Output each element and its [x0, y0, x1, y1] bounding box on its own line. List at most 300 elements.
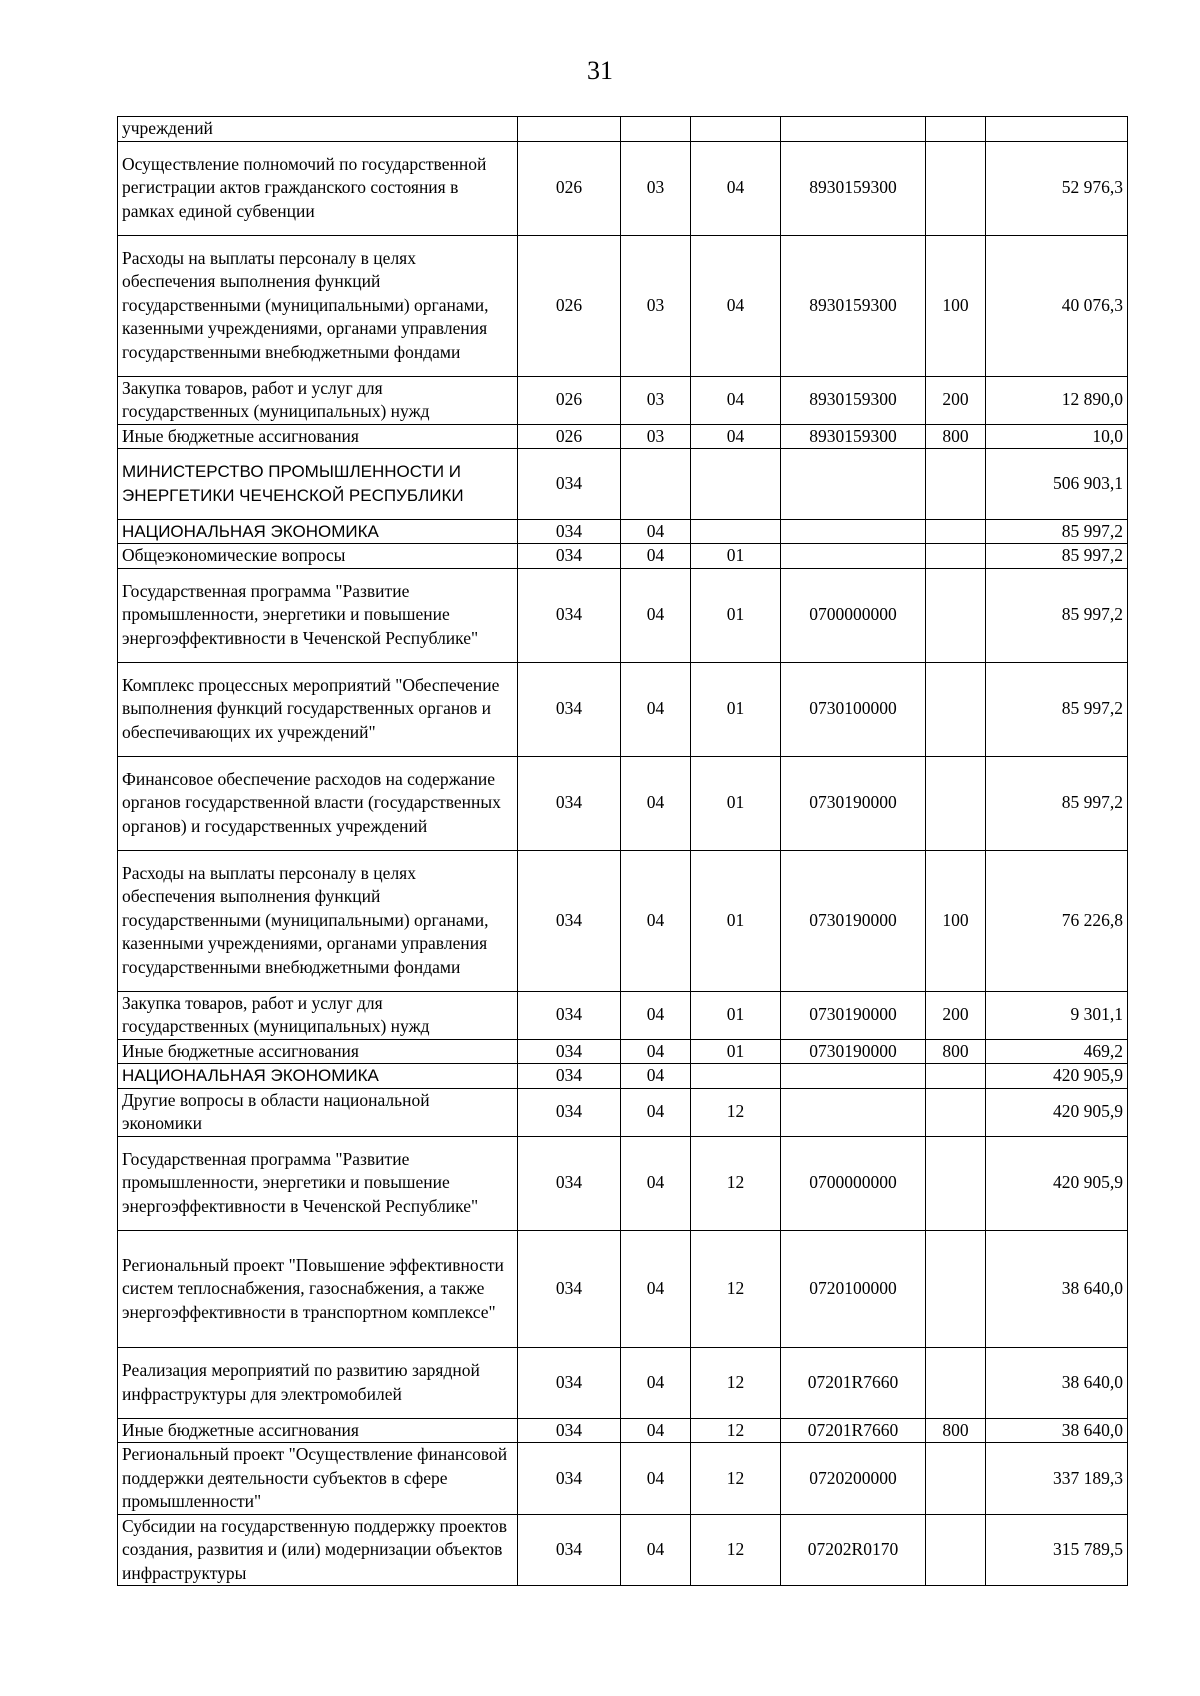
cell-sum-text: 38 640,0	[1061, 1278, 1123, 1298]
cell-name	[118, 449, 518, 520]
cell-sum	[986, 1230, 1128, 1348]
cell-sum	[986, 376, 1128, 424]
cell-pr-text: 01	[726, 604, 745, 625]
cell-name-text: Закупка товаров, работ и услуг для государственных (муниципальных) нужд	[122, 377, 430, 421]
cell-pr-text: 12	[726, 1419, 745, 1440]
cell-ved-text: 026	[555, 389, 583, 410]
cell-pr	[691, 141, 781, 235]
cell-csr-text: 0700000000	[809, 1172, 897, 1193]
cell-pr-text: 12	[726, 1372, 745, 1392]
cell-vr	[926, 1230, 986, 1348]
cell-name	[118, 568, 518, 662]
cell-rz	[621, 850, 691, 991]
cell-sum	[986, 756, 1128, 850]
cell-ved-text: 034	[555, 1004, 583, 1025]
cell-sum	[986, 1514, 1128, 1586]
cell-name-text: НАЦИОНАЛЬНАЯ ЭКОНОМИКА	[122, 521, 379, 541]
cell-sum	[986, 1136, 1128, 1230]
table-row	[118, 117, 1128, 142]
table-row	[118, 1064, 1128, 1089]
cell-pr-text: 01	[726, 792, 745, 813]
cell-rz	[621, 544, 691, 569]
cell-rz-text: 04	[646, 909, 665, 930]
cell-vr-text: 800	[942, 1040, 969, 1061]
cell-pr	[691, 519, 781, 544]
cell-rz	[621, 424, 691, 449]
cell-sum	[986, 850, 1128, 991]
cell-ved	[518, 519, 621, 544]
cell-pr	[691, 235, 781, 376]
cell-name-text: Иные бюджетные ассигнования	[122, 1419, 359, 1440]
cell-csr-text: 8930159300	[809, 389, 897, 410]
cell-sum-text: 38 640,0	[1061, 1419, 1123, 1440]
cell-rz	[621, 376, 691, 424]
cell-pr	[691, 1039, 781, 1064]
cell-pr	[691, 1088, 781, 1136]
cell-csr	[781, 1230, 926, 1348]
cell-rz-text: 04	[646, 1278, 665, 1298]
cell-vr	[926, 424, 986, 449]
cell-name	[118, 1443, 518, 1515]
cell-rz	[621, 1136, 691, 1230]
cell-csr	[781, 449, 926, 520]
cell-pr	[691, 1443, 781, 1515]
budget-table	[117, 116, 1128, 1586]
cell-csr	[781, 756, 926, 850]
cell-pr	[691, 1230, 781, 1348]
cell-csr	[781, 662, 926, 756]
cell-csr-text: 0730190000	[809, 909, 897, 930]
cell-csr-text: 0730190000	[809, 1004, 897, 1025]
cell-csr	[781, 850, 926, 991]
cell-csr-text: 07201R7660	[807, 1419, 899, 1440]
cell-rz-text: 04	[646, 1467, 665, 1488]
cell-pr	[691, 662, 781, 756]
table-row	[118, 756, 1128, 850]
cell-vr	[926, 568, 986, 662]
cell-csr	[781, 568, 926, 662]
cell-sum-text: 38 640,0	[1061, 1372, 1123, 1392]
cell-name	[118, 544, 518, 569]
cell-rz-text: 03	[646, 177, 665, 198]
cell-sum-text: 85 997,2	[1061, 604, 1123, 625]
cell-pr-text: 12	[726, 1101, 745, 1122]
cell-vr-text: 800	[942, 1419, 969, 1440]
cell-vr	[926, 662, 986, 756]
cell-sum-text: 506 903,1	[1053, 473, 1123, 493]
cell-rz-text: 04	[646, 1101, 665, 1122]
cell-ved	[518, 568, 621, 662]
cell-sum-text: 85 997,2	[1061, 520, 1123, 541]
cell-csr	[781, 544, 926, 569]
cell-name	[118, 1064, 518, 1089]
cell-csr	[781, 1443, 926, 1515]
table-row	[118, 850, 1128, 991]
table-row	[118, 991, 1128, 1039]
cell-sum-text: 9 301,1	[1070, 1004, 1123, 1025]
cell-pr	[691, 424, 781, 449]
cell-vr	[926, 756, 986, 850]
cell-name-text: Региональный проект "Повышение эффективности систем теплоснабжения, газоснабжения, а также энергоэффективности в транспортном комплексе"	[122, 1254, 504, 1322]
table-row	[118, 1348, 1128, 1419]
table-row	[118, 544, 1128, 569]
cell-ved-text: 034	[555, 792, 583, 813]
cell-pr-text: 12	[726, 1278, 745, 1298]
cell-ved	[518, 117, 621, 142]
cell-ved	[518, 1514, 621, 1586]
cell-vr	[926, 1348, 986, 1419]
cell-pr	[691, 1064, 781, 1089]
cell-rz-text: 04	[646, 698, 665, 719]
cell-sum-text: 52 976,3	[1061, 177, 1123, 198]
cell-csr-text: 0730190000	[809, 792, 897, 813]
cell-sum-text: 40 076,3	[1061, 294, 1123, 315]
cell-pr-text: 04	[726, 294, 745, 315]
cell-pr-text: 12	[726, 1172, 745, 1193]
cell-csr	[781, 235, 926, 376]
cell-pr-text: 01	[726, 698, 745, 719]
cell-ved	[518, 991, 621, 1039]
cell-rz-text: 04	[646, 1065, 665, 1085]
cell-rz	[621, 1088, 691, 1136]
cell-ved	[518, 662, 621, 756]
cell-sum-text: 85 997,2	[1061, 698, 1123, 719]
cell-csr	[781, 1039, 926, 1064]
cell-sum	[986, 1348, 1128, 1419]
cell-rz	[621, 1064, 691, 1089]
table-row	[118, 235, 1128, 376]
cell-vr-text: 200	[942, 389, 969, 410]
cell-vr	[926, 1039, 986, 1064]
cell-pr	[691, 544, 781, 569]
cell-csr-text: 0700000000	[809, 604, 897, 625]
cell-pr-text: 12	[726, 1539, 745, 1559]
cell-ved	[518, 544, 621, 569]
table-row	[118, 1443, 1128, 1515]
cell-sum	[986, 1064, 1128, 1089]
cell-ved	[518, 756, 621, 850]
cell-name-text: Субсидии на государственную поддержку проектов создания, развития и (или) модернизации объектов инфраструктуры	[122, 1515, 508, 1583]
cell-pr-text: 01	[726, 909, 745, 930]
cell-name	[118, 235, 518, 376]
cell-ved-text: 034	[555, 698, 583, 719]
cell-pr	[691, 1418, 781, 1443]
cell-csr-text: 0730190000	[809, 1040, 897, 1061]
cell-ved	[518, 1348, 621, 1419]
table-row	[118, 1136, 1128, 1230]
cell-ved-text: 034	[555, 1372, 583, 1392]
cell-csr	[781, 117, 926, 142]
cell-pr-text: 12	[726, 1467, 745, 1488]
cell-name	[118, 662, 518, 756]
table-row	[118, 1230, 1128, 1348]
cell-ved-text: 034	[555, 1101, 583, 1122]
cell-sum-text: 420 905,9	[1053, 1101, 1123, 1122]
cell-pr	[691, 1136, 781, 1230]
cell-sum-text: 85 997,2	[1061, 792, 1123, 813]
cell-sum-text: 337 189,3	[1053, 1467, 1123, 1488]
cell-rz-text: 04	[646, 604, 665, 625]
cell-name-text: Государственная программа "Развитие промышленности, энергетики и повышение энергоэффективности в Чеченской Республике"	[122, 580, 479, 648]
cell-vr	[926, 1064, 986, 1089]
cell-ved	[518, 1418, 621, 1443]
cell-sum	[986, 991, 1128, 1039]
cell-pr	[691, 1514, 781, 1586]
cell-vr	[926, 850, 986, 991]
cell-rz-text: 04	[646, 1539, 665, 1559]
cell-name-text: Региональный проект "Осуществление финансовой поддержки деятельности субъектов в сфере промышленности"	[122, 1444, 508, 1511]
cell-pr	[691, 376, 781, 424]
cell-name	[118, 850, 518, 991]
cell-ved-text: 034	[555, 545, 583, 565]
cell-csr	[781, 1136, 926, 1230]
table-row	[118, 1418, 1128, 1443]
cell-name-text: учреждений	[122, 118, 213, 138]
cell-vr	[926, 1418, 986, 1443]
cell-rz-text: 03	[646, 294, 665, 315]
cell-rz	[621, 519, 691, 544]
cell-rz-text: 04	[646, 1372, 665, 1392]
cell-csr-text: 0730100000	[809, 698, 897, 719]
table-row	[118, 1514, 1128, 1586]
table-row	[118, 424, 1128, 449]
cell-rz-text: 04	[646, 1004, 665, 1025]
cell-vr-text: 100	[942, 909, 969, 930]
cell-rz-text: 03	[646, 389, 665, 410]
cell-pr-text: 04	[726, 425, 745, 446]
cell-csr-text: 0720100000	[809, 1278, 897, 1298]
cell-vr	[926, 544, 986, 569]
cell-sum-text: 315 789,5	[1053, 1539, 1123, 1559]
cell-name	[118, 1039, 518, 1064]
cell-vr	[926, 117, 986, 142]
cell-sum	[986, 1088, 1128, 1136]
cell-rz-text: 04	[646, 545, 665, 565]
cell-sum	[986, 662, 1128, 756]
cell-sum	[986, 1039, 1128, 1064]
cell-ved-text: 034	[555, 1539, 583, 1559]
cell-sum-text: 420 905,9	[1053, 1172, 1123, 1193]
cell-sum-text: 85 997,2	[1061, 545, 1123, 565]
table-row	[118, 568, 1128, 662]
cell-name	[118, 1088, 518, 1136]
cell-pr-text: 01	[726, 1040, 745, 1061]
cell-name	[118, 991, 518, 1039]
cell-pr	[691, 850, 781, 991]
cell-name	[118, 1230, 518, 1348]
cell-name-text: Реализация мероприятий по развитию зарядной инфраструктуры для электромобилей	[122, 1360, 480, 1404]
cell-ved-text: 034	[555, 909, 583, 930]
table-row	[118, 519, 1128, 544]
cell-vr	[926, 141, 986, 235]
cell-ved-text: 026	[555, 294, 583, 315]
cell-name-text: Финансовое обеспечение расходов на содержание органов государственной власти (государственных органов) и государственных учреждений	[122, 768, 501, 836]
cell-sum	[986, 235, 1128, 376]
cell-rz	[621, 756, 691, 850]
cell-name-text: Иные бюджетные ассигнования	[122, 425, 359, 446]
cell-sum	[986, 141, 1128, 235]
cell-sum	[986, 519, 1128, 544]
cell-pr-text: 04	[726, 389, 745, 410]
cell-rz	[621, 141, 691, 235]
cell-rz	[621, 1443, 691, 1515]
cell-csr	[781, 1088, 926, 1136]
cell-csr	[781, 376, 926, 424]
cell-csr	[781, 519, 926, 544]
cell-csr	[781, 424, 926, 449]
cell-ved	[518, 1230, 621, 1348]
cell-pr	[691, 117, 781, 142]
cell-ved	[518, 424, 621, 449]
cell-pr	[691, 756, 781, 850]
cell-ved-text: 026	[555, 425, 583, 446]
cell-rz	[621, 1039, 691, 1064]
cell-rz	[621, 1514, 691, 1586]
cell-name-text: Государственная программа "Развитие промышленности, энергетики и повышение энергоэффективности в Чеченской Республике"	[122, 1148, 479, 1216]
cell-vr	[926, 1136, 986, 1230]
cell-name-text: Расходы на выплаты персоналу в целях обеспечения выполнения функций государственными (муниципальными) органами, казенными учреждениями, органами управления государственными внебюджетными фондами	[122, 247, 489, 362]
cell-ved-text: 026	[555, 177, 583, 198]
cell-name-text: Общеэкономические вопросы	[122, 545, 346, 565]
cell-ved-text: 034	[555, 1172, 583, 1193]
cell-rz-text: 04	[646, 792, 665, 813]
cell-pr-text: 01	[726, 545, 745, 565]
cell-ved-text: 034	[555, 520, 583, 541]
cell-vr	[926, 991, 986, 1039]
cell-vr-text: 800	[942, 425, 969, 446]
cell-vr	[926, 235, 986, 376]
cell-vr	[926, 449, 986, 520]
cell-vr	[926, 1088, 986, 1136]
table-row	[118, 662, 1128, 756]
cell-ved	[518, 1039, 621, 1064]
cell-ved-text: 034	[555, 604, 583, 625]
cell-name	[118, 141, 518, 235]
cell-vr	[926, 376, 986, 424]
cell-name	[118, 424, 518, 449]
cell-csr-text: 07201R7660	[807, 1372, 899, 1392]
cell-sum	[986, 568, 1128, 662]
cell-sum	[986, 117, 1128, 142]
cell-sum-text: 420 905,9	[1053, 1065, 1123, 1085]
cell-name	[118, 1136, 518, 1230]
cell-vr	[926, 1514, 986, 1586]
table-row	[118, 1039, 1128, 1064]
cell-ved	[518, 376, 621, 424]
cell-rz-text: 03	[646, 425, 665, 446]
cell-sum	[986, 1443, 1128, 1515]
cell-ved-text: 034	[555, 473, 583, 493]
cell-ved-text: 034	[555, 1419, 583, 1440]
cell-ved-text: 034	[555, 1065, 583, 1085]
cell-name-text: Иные бюджетные ассигнования	[122, 1040, 359, 1061]
cell-vr-text: 100	[942, 294, 969, 315]
cell-ved	[518, 449, 621, 520]
cell-rz-text: 04	[646, 1172, 665, 1193]
cell-csr	[781, 1514, 926, 1586]
cell-name-text: МИНИСТЕРСТВО ПРОМЫШЛЕННОСТИ И ЭНЕРГЕТИКИ ЧЕЧЕНСКОЙ РЕСПУБЛИКИ	[122, 462, 464, 505]
cell-ved-text: 034	[555, 1040, 583, 1061]
cell-pr-text: 04	[726, 177, 745, 198]
cell-name-text: НАЦИОНАЛЬНАЯ ЭКОНОМИКА	[122, 1066, 379, 1085]
cell-vr	[926, 1443, 986, 1515]
cell-rz	[621, 235, 691, 376]
cell-sum-text: 469,2	[1083, 1040, 1123, 1061]
cell-ved	[518, 141, 621, 235]
cell-name	[118, 1348, 518, 1419]
cell-name	[118, 1418, 518, 1443]
cell-ved	[518, 1064, 621, 1089]
cell-sum-text: 10,0	[1092, 425, 1123, 446]
cell-rz	[621, 1418, 691, 1443]
cell-rz	[621, 117, 691, 142]
table-row	[118, 449, 1128, 520]
cell-pr	[691, 991, 781, 1039]
cell-csr	[781, 1064, 926, 1089]
cell-csr-text: 0720200000	[809, 1467, 897, 1488]
cell-vr-text: 200	[942, 1004, 969, 1025]
cell-csr-text: 07202R0170	[807, 1539, 899, 1559]
cell-sum-text: 76 226,8	[1061, 909, 1123, 930]
cell-csr-text: 8930159300	[809, 425, 897, 446]
budget-table-body	[118, 117, 1128, 1586]
cell-csr	[781, 141, 926, 235]
cell-rz	[621, 1230, 691, 1348]
cell-pr-text: 01	[726, 1004, 745, 1025]
table-row	[118, 376, 1128, 424]
cell-csr	[781, 1418, 926, 1443]
cell-csr	[781, 991, 926, 1039]
cell-ved-text: 034	[555, 1278, 583, 1298]
cell-rz	[621, 991, 691, 1039]
cell-name	[118, 756, 518, 850]
cell-vr	[926, 519, 986, 544]
table-row	[118, 1088, 1128, 1136]
cell-ved	[518, 1088, 621, 1136]
cell-ved	[518, 1443, 621, 1515]
cell-sum	[986, 424, 1128, 449]
cell-ved	[518, 1136, 621, 1230]
cell-ved	[518, 235, 621, 376]
cell-name	[118, 1514, 518, 1586]
table-row	[118, 141, 1128, 235]
cell-ved	[518, 850, 621, 991]
cell-rz-text: 04	[646, 1419, 665, 1440]
cell-rz	[621, 449, 691, 520]
cell-sum-text: 12 890,0	[1061, 389, 1123, 410]
cell-rz-text: 04	[646, 1040, 665, 1061]
cell-rz	[621, 568, 691, 662]
page-number: 31	[587, 56, 613, 85]
cell-rz	[621, 662, 691, 756]
cell-csr-text: 8930159300	[809, 177, 897, 198]
cell-sum	[986, 449, 1128, 520]
cell-name-text: Расходы на выплаты персоналу в целях обеспечения выполнения функций государственными (муниципальными) органами, казенными учреждениями, органами управления государственными внебюджетными фондами	[122, 862, 489, 977]
cell-name	[118, 376, 518, 424]
cell-sum	[986, 1418, 1128, 1443]
cell-name-text: Комплекс процессных мероприятий "Обеспечение выполнения функций государственных органов и обеспечивающих их учреждений"	[122, 674, 500, 742]
cell-name-text: Закупка товаров, работ и услуг для государственных (муниципальных) нужд	[122, 992, 430, 1036]
cell-pr	[691, 1348, 781, 1419]
cell-csr	[781, 1348, 926, 1419]
cell-name	[118, 519, 518, 544]
cell-ved-text: 034	[555, 1467, 583, 1488]
cell-csr-text: 8930159300	[809, 294, 897, 315]
cell-pr	[691, 568, 781, 662]
cell-name-text: Другие вопросы в области национальной экономики	[122, 1089, 430, 1133]
cell-name	[118, 117, 518, 142]
cell-sum	[986, 544, 1128, 569]
